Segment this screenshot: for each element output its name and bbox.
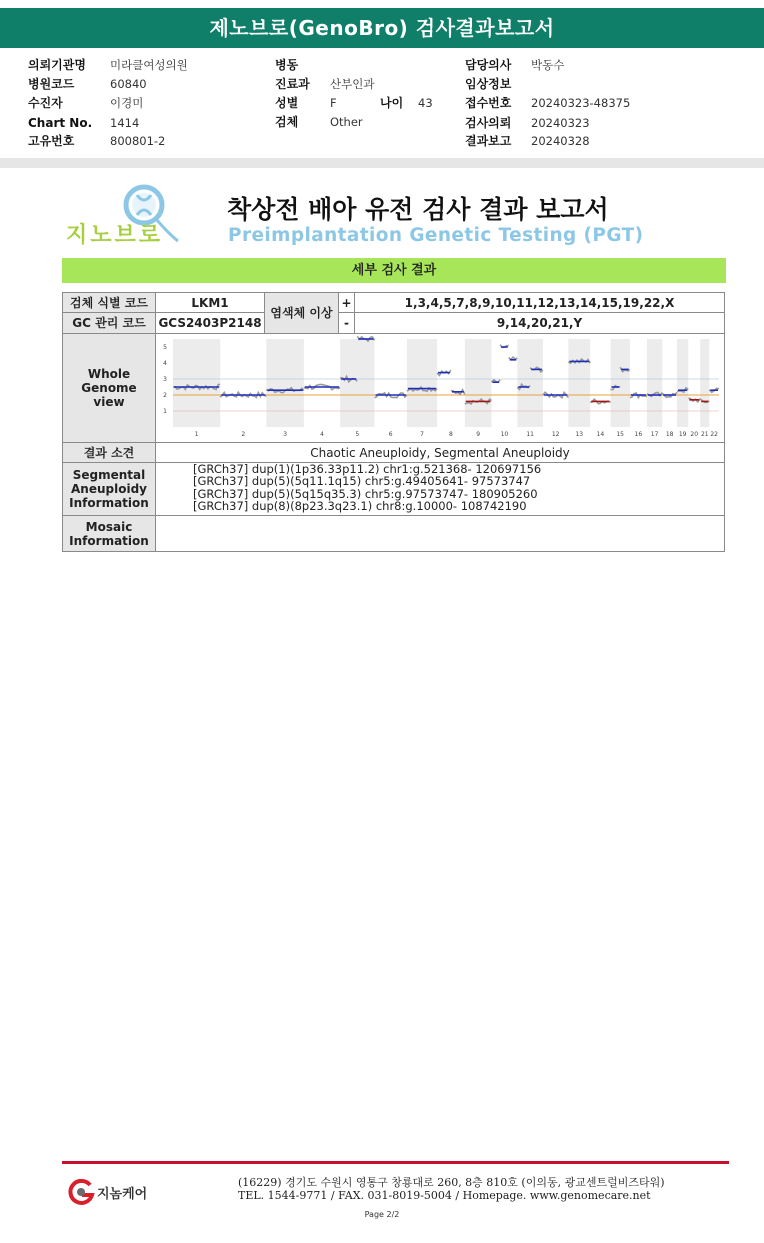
chromosome-band [700, 339, 709, 427]
hospital-code-label: 병원코드 [28, 77, 75, 91]
x-tick-label: 10 [500, 431, 509, 438]
doctor-value: 박동수 [531, 58, 565, 72]
x-tick-label: 11 [526, 431, 534, 438]
report-date-label: 결과보고 [465, 134, 512, 148]
chromosome-band [465, 339, 492, 427]
minus-sign: - [338, 312, 355, 334]
x-tick-label: 12 [551, 431, 560, 438]
minus-chromosomes: 9,14,20,21,Y [354, 312, 725, 334]
mosaic-value [155, 515, 725, 552]
y-tick-label: 2 [163, 392, 167, 399]
institution-value: 미라클여성의원 [110, 58, 188, 72]
plus-sign: + [338, 292, 355, 313]
segmental-item: [GRCh37] dup(8)(8p23.3q23.1) chr8:g.10000- 108742190 [193, 498, 527, 513]
footer-company: 지놈케어 [97, 1187, 148, 1202]
x-tick-label: 9 [476, 431, 481, 438]
gc-code-label: GC 관리 코드 [62, 312, 156, 334]
chromosome-band [647, 339, 662, 427]
doctor-label: 담당의사 [465, 58, 512, 72]
y-tick-label: 1 [163, 408, 167, 415]
chromosome-band [517, 339, 543, 427]
segmental-label: Segmental Aneuploidy Information [62, 462, 156, 516]
specimen-value: Other [330, 115, 363, 129]
segmental-list [193, 463, 541, 512]
department-label: 진료과 [275, 77, 310, 91]
plus-chromosomes: 1,3,4,5,7,8,9,10,11,12,13,14,15,19,22,X [354, 292, 725, 313]
x-tick-label: 20 [690, 431, 699, 438]
department-value: 산부인과 [330, 77, 375, 91]
x-tick-label: 15 [616, 431, 624, 438]
y-tick-label: 4 [163, 360, 167, 367]
x-tick-label: 3 [283, 431, 288, 438]
x-tick-label: 5 [355, 431, 360, 438]
x-tick-label: 19 [678, 431, 687, 438]
age-value: 43 [418, 96, 433, 110]
y-tick-label: 5 [163, 344, 167, 351]
sample-id-label: 검체 식별 코드 [62, 292, 156, 313]
x-tick-label: 22 [710, 431, 718, 438]
result-label: 결과 소견 [62, 442, 156, 463]
x-tick-label: 18 [665, 431, 674, 438]
age-label: 나이 [380, 96, 404, 110]
ward-label: 병동 [275, 58, 299, 72]
unique-no-value: 800801-2 [110, 134, 166, 148]
receipt-no-value: 20240323-48375 [531, 96, 631, 110]
footer-contact: TEL. 1544-9771 / FAX. 031-8019-5004 / Homepage. www.genomecare.net [238, 1189, 651, 1202]
genomecare-logo-icon [66, 1177, 96, 1207]
chromosome-band [568, 339, 590, 427]
chart-no-label: Chart No. [28, 116, 93, 130]
gc-code-value: GCS2403P2148 [155, 312, 265, 334]
x-tick-label: 4 [320, 431, 324, 438]
header-separator [0, 158, 764, 168]
unique-no-label: 고유번호 [28, 134, 75, 148]
chromosome-band [266, 339, 304, 427]
chromosome-band [340, 339, 374, 427]
whole-genome-plot [157, 335, 723, 441]
footer-address: (16229) 경기도 수원시 영통구 창룡대로 260, 8층 810호 (이의동, 광교센트럴비즈타워) [238, 1176, 665, 1189]
request-date-label: 검사의뢰 [465, 116, 512, 130]
sex-value: F [330, 96, 337, 110]
x-tick-label: 2 [241, 431, 246, 438]
y-tick-label: 3 [163, 376, 167, 383]
x-tick-label: 8 [449, 431, 453, 438]
patient-value: 이경미 [110, 96, 144, 110]
x-tick-label: 16 [634, 431, 643, 438]
genome-view-label: Whole Genome view [62, 333, 156, 443]
genobro-logo-text: 지노브로 [66, 223, 164, 248]
patient-label: 수진자 [28, 96, 63, 110]
x-tick-label: 17 [650, 431, 659, 438]
document-title: 착상전 배아 유전 검사 결과 보고서 [227, 195, 609, 224]
genome-view-panel [155, 333, 725, 443]
institution-label: 의뢰기관명 [28, 58, 86, 72]
sample-id-value: LKM1 [155, 292, 265, 313]
chromosome-band [173, 339, 220, 427]
x-tick-label: 13 [575, 431, 584, 438]
x-tick-label: 7 [420, 431, 424, 438]
x-tick-label: 21 [700, 431, 709, 438]
report-title: 제노브로(GenoBro) 검사결과보고서 [0, 8, 764, 48]
x-tick-label: 14 [596, 431, 605, 438]
clinical-info-label: 임상정보 [465, 77, 512, 91]
x-tick-label: 1 [194, 431, 199, 438]
report-date-value: 20240328 [531, 134, 590, 148]
footer-divider [62, 1161, 729, 1164]
document-subtitle: Preimplantation Genetic Testing (PGT) [228, 225, 644, 246]
chromosome-band [677, 339, 688, 427]
chart-no-value: 1414 [110, 116, 140, 130]
abnormality-label: 염색체 이상 [264, 292, 339, 334]
x-tick-label: 6 [388, 431, 393, 438]
hospital-code-value: 60840 [110, 77, 147, 91]
section-title: 세부 검사 결과 [62, 258, 726, 283]
result-value: Chaotic Aneuploidy, Segmental Aneuploidy [155, 442, 725, 463]
chromosome-band [610, 339, 629, 427]
segmental-item: [GRCh37] dup(1)(1p36.33p11.2) chr1:g.521368- 120697156 [193, 462, 542, 476]
segmental-item: [GRCh37] dup(5)(5q11.1q15) chr5:g.49405641- 97573747 [193, 474, 531, 489]
specimen-label: 검체 [275, 115, 299, 129]
sex-label: 성별 [275, 96, 299, 110]
chromosome-band [407, 339, 437, 427]
request-date-value: 20240323 [531, 116, 590, 130]
mosaic-label: Mosaic Information [62, 515, 156, 552]
page-number: Page 2/2 [364, 1210, 400, 1219]
segmental-item: [GRCh37] dup(5)(5q15q35.3) chr5:g.97573747- 180905260 [193, 486, 538, 501]
receipt-no-label: 접수번호 [465, 96, 512, 110]
